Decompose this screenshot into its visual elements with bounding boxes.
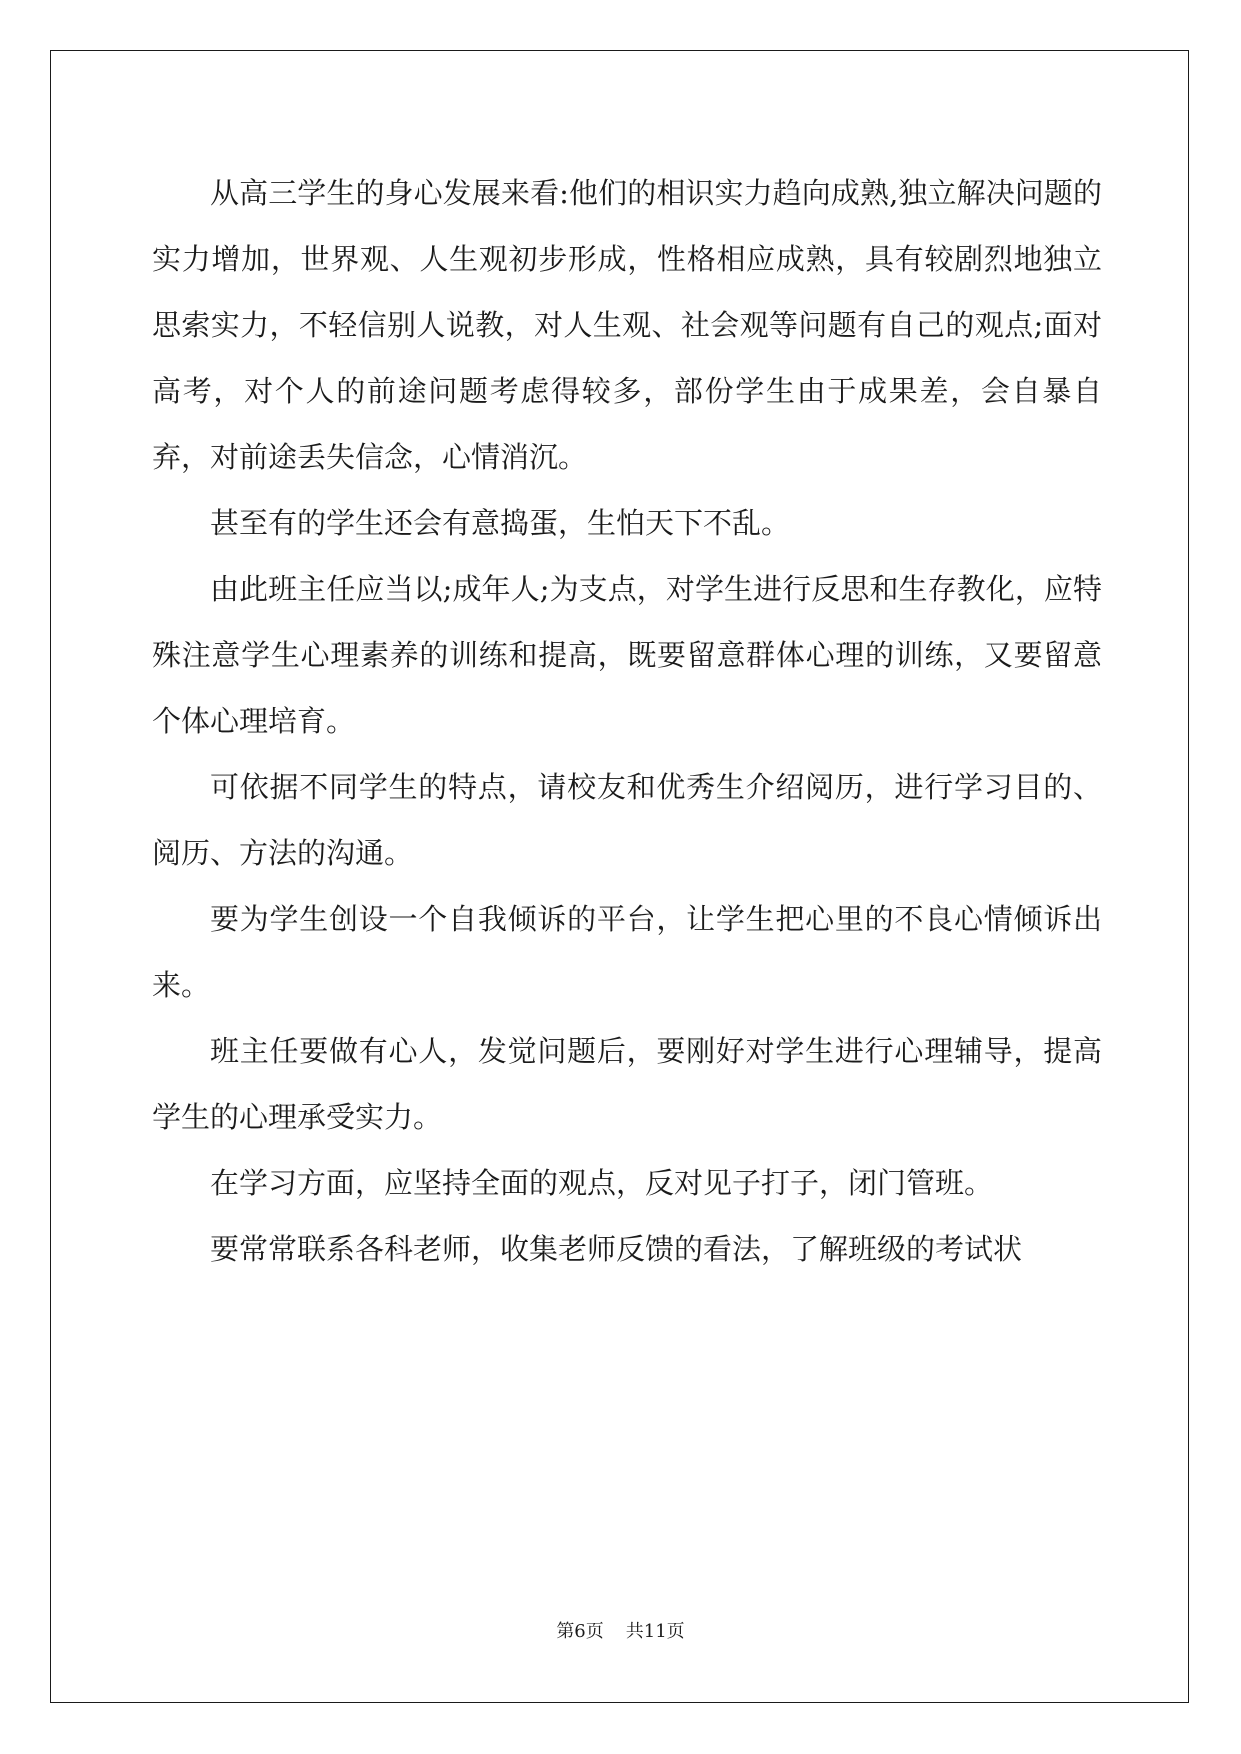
paragraph: 要为学生创设一个自我倾诉的平台，让学生把心里的不良心情倾诉出来。 xyxy=(152,902,1102,1002)
page-footer xyxy=(0,1617,1241,1643)
paragraph: 可依据不同学生的特点，请校友和优秀生介绍阅历，进行学习目的、阅历、方法的沟通。 xyxy=(152,770,1102,870)
paragraph: 由此班主任应当以;成年人;为支点，对学生进行反思和生存教化，应特殊注意学生心理素养的训练和提高，既要留意群体心理的训练，又要留意个体心理培育。 xyxy=(152,572,1102,738)
page-number: 第6页 xyxy=(556,1621,604,1642)
paragraph: 要常常联系各科老师，收集老师反馈的看法，了解班级的考试状 xyxy=(210,1232,1023,1266)
page-total: 共11页 xyxy=(625,1621,685,1642)
paragraph: 从高三学生的身心发展来看:他们的相识实力趋向成熟,独立解决问题的实力增加，世界观、人生观初步形成，性格相应成熟，具有较剧烈地独立思索实力，不轻信别人说教，对人生观、社会观等问题有自己的观点;面对高考，对个人的前途问题考虑得较多，部份学生由于成果差，会自暴自弃，对前途丢失信念，心情消沉。 xyxy=(152,176,1102,474)
paragraph: 甚至有的学生还会有意捣蛋，生怕天下不乱。 xyxy=(210,506,791,540)
paragraph: 班主任要做有心人，发觉问题后，要刚好对学生进行心理辅导，提高学生的心理承受实力。 xyxy=(152,1034,1102,1134)
document-body xyxy=(152,160,1102,1282)
paragraph: 在学习方面，应坚持全面的观点，反对见子打子，闭门管班。 xyxy=(210,1166,994,1200)
